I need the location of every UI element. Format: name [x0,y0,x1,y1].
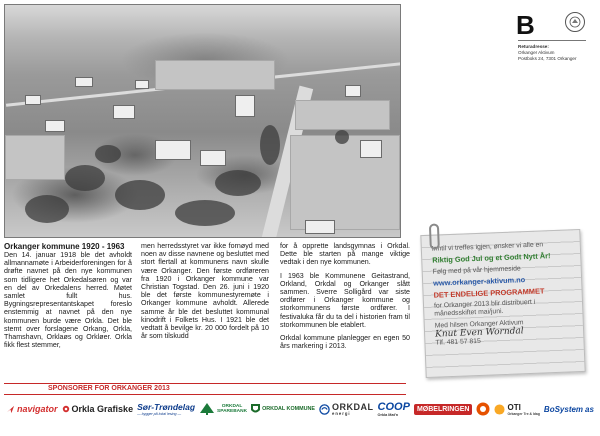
article-column-1 [4,242,132,354]
return-street: Postboks 24, 7301 Orkanger [518,56,577,61]
return-address [518,44,576,62]
note-website-link[interactable]: www.orkanger-aktivum.no [433,275,526,288]
shield-icon [251,404,260,415]
sponsor-sparebank-line2: SPAREBANK [217,409,248,414]
note-follow: Følg med på vår hjemmeside [432,265,521,276]
brand-letter: B [516,10,535,40]
article-col1-text: Den 14. januar 1918 ble det avholdt allmannamøte i Arbeiderforeningen for å drøfte navnet på den nye kommunen som tidligere het Orkedalsøren og var en del av Orkedalens herred. Møtet samlet fullt hus. Bygningsrepresentantskapet foreslo enstemmig at navnet på den nye kommunen burde være Orkla. Det ble stemt over forslagene Orkang, Orkla, Thamshavn, Orklaøs og Orkløer. Orkla fikk flest stemmer, [4,251,132,350]
sponsor-energi-name: ORKDAL [332,402,374,412]
sponsor-sor-name: Sør-Trøndelag [137,402,196,412]
sponsor-roundel [476,402,490,416]
article-col3-text-a: for å opprette landsgymnas i Orkdal. Dette ble starten på mange viktige vedtak i den nye kommunen. [280,242,410,267]
sponsor-oti-sub: Orkanger Tre & Idag [507,411,540,416]
article-title: Orkanger kommune 1920 - 1963 [4,242,125,251]
article-col3-text-c: Orkdal kommune planlegger en egen 50 års markering i 2013. [280,334,410,351]
crest-icon [568,15,582,29]
return-org: Orkanger Aktivum [518,50,555,55]
note-signature: Knut Even Worndal [434,326,524,340]
paperclip-icon [429,223,440,249]
sponsor-kommune-name: ORKDAL KOMMUNE [262,406,315,412]
sponsor-navigator [6,404,58,414]
sponsor-oti [494,403,539,416]
note-intro: Inntil vi treffes igjen, ønsker vi alle en [431,241,544,253]
sponsor-energi-sub: energi [332,411,351,416]
flower-icon [62,405,70,413]
article-column-2 [141,242,269,345]
sponsor-heading: SPONSORER FOR ORKANGER 2013 [4,383,406,395]
postage-stamp [565,12,585,32]
sponsor-coop [378,401,410,417]
sponsor-bosystem-name: BoSystem [543,404,584,414]
sponsor-sor-tagline: — bygger på lokal lesing — [137,412,182,416]
sponsor-orkla-name: Orkla Grafiske [71,404,134,414]
sponsor-orkdal-energi [319,402,374,416]
return-label: Returadresse: [518,44,549,49]
article-col2-text: men herredsstyret var ikke fornøyd med noen av disse navnene og besluttet med stort flertall at kommunens navn skulle være Orkanger. Den første ordføreren fra 1920 i Orkanger kommune var Christian Togstad. Den 26. juni i 1920 ble det første kommunestyremøte i Orkanger kommune avholdt. Allerede samme år ble det besluttet kommunal kinodrift i Folkets Hus. I 1921 ble det vedtatt å bevilge kr. 20 000 fordelt på 10 år som tilskudd [141,242,269,341]
note-greeting: Riktig God Jul og et Godt Nytt År! [432,251,551,266]
roundel-icon [476,402,490,416]
note-phone: Tlf. 481 57 815 [435,337,481,347]
aerial-photo [4,4,401,238]
sponsor-coop-name: COOP [377,401,410,413]
note-program-text: for Orkanger 2013 blir distribuert i månedsskiftet mai/juni. [433,298,536,319]
note-program-heading: DET ENDELIGE PROGRAMMET [433,286,545,300]
sponsor-bosystem [544,405,594,414]
address-divider [518,40,586,41]
article-col3-text-b: I 1963 ble Kommunene Geitastrand, Orkland, Orkdal og Orkanger slått sammen. Sverre Solligård var siste ordfører i Orkanger kommune og storkommunens første ordfører. I festivaluka får du ta del i historien fram til storkommunen ble etablert. [280,271,410,329]
swirl-icon [319,404,330,415]
sponsor-sor-trondelag [137,402,195,416]
sponsor-sparebank-line1: ORKDAL [221,404,243,409]
sponsor-orkla-grafiske [62,404,134,414]
sponsor-orkdal-kommune [251,404,315,415]
leaf-icon [494,404,505,415]
arrow-icon [6,405,15,414]
sponsor-orkdal-sparebank [199,403,247,415]
note-regards: Med hilsen Orkanger Aktivum [434,319,524,330]
article-column-3 [280,242,410,355]
sponsor-navigator-name: navigator [17,404,58,414]
sponsor-oti-name: OTI [507,402,521,412]
sponsor-bosystem-suffix: as [585,404,594,414]
greeting-note [420,229,585,378]
sponsor-coop-sub: Orkla Mat'n [377,413,399,417]
sponsor-strip [2,399,598,419]
sponsor-mobelringen: MØBELRINGEN [414,404,473,415]
tree-icon [199,403,215,415]
